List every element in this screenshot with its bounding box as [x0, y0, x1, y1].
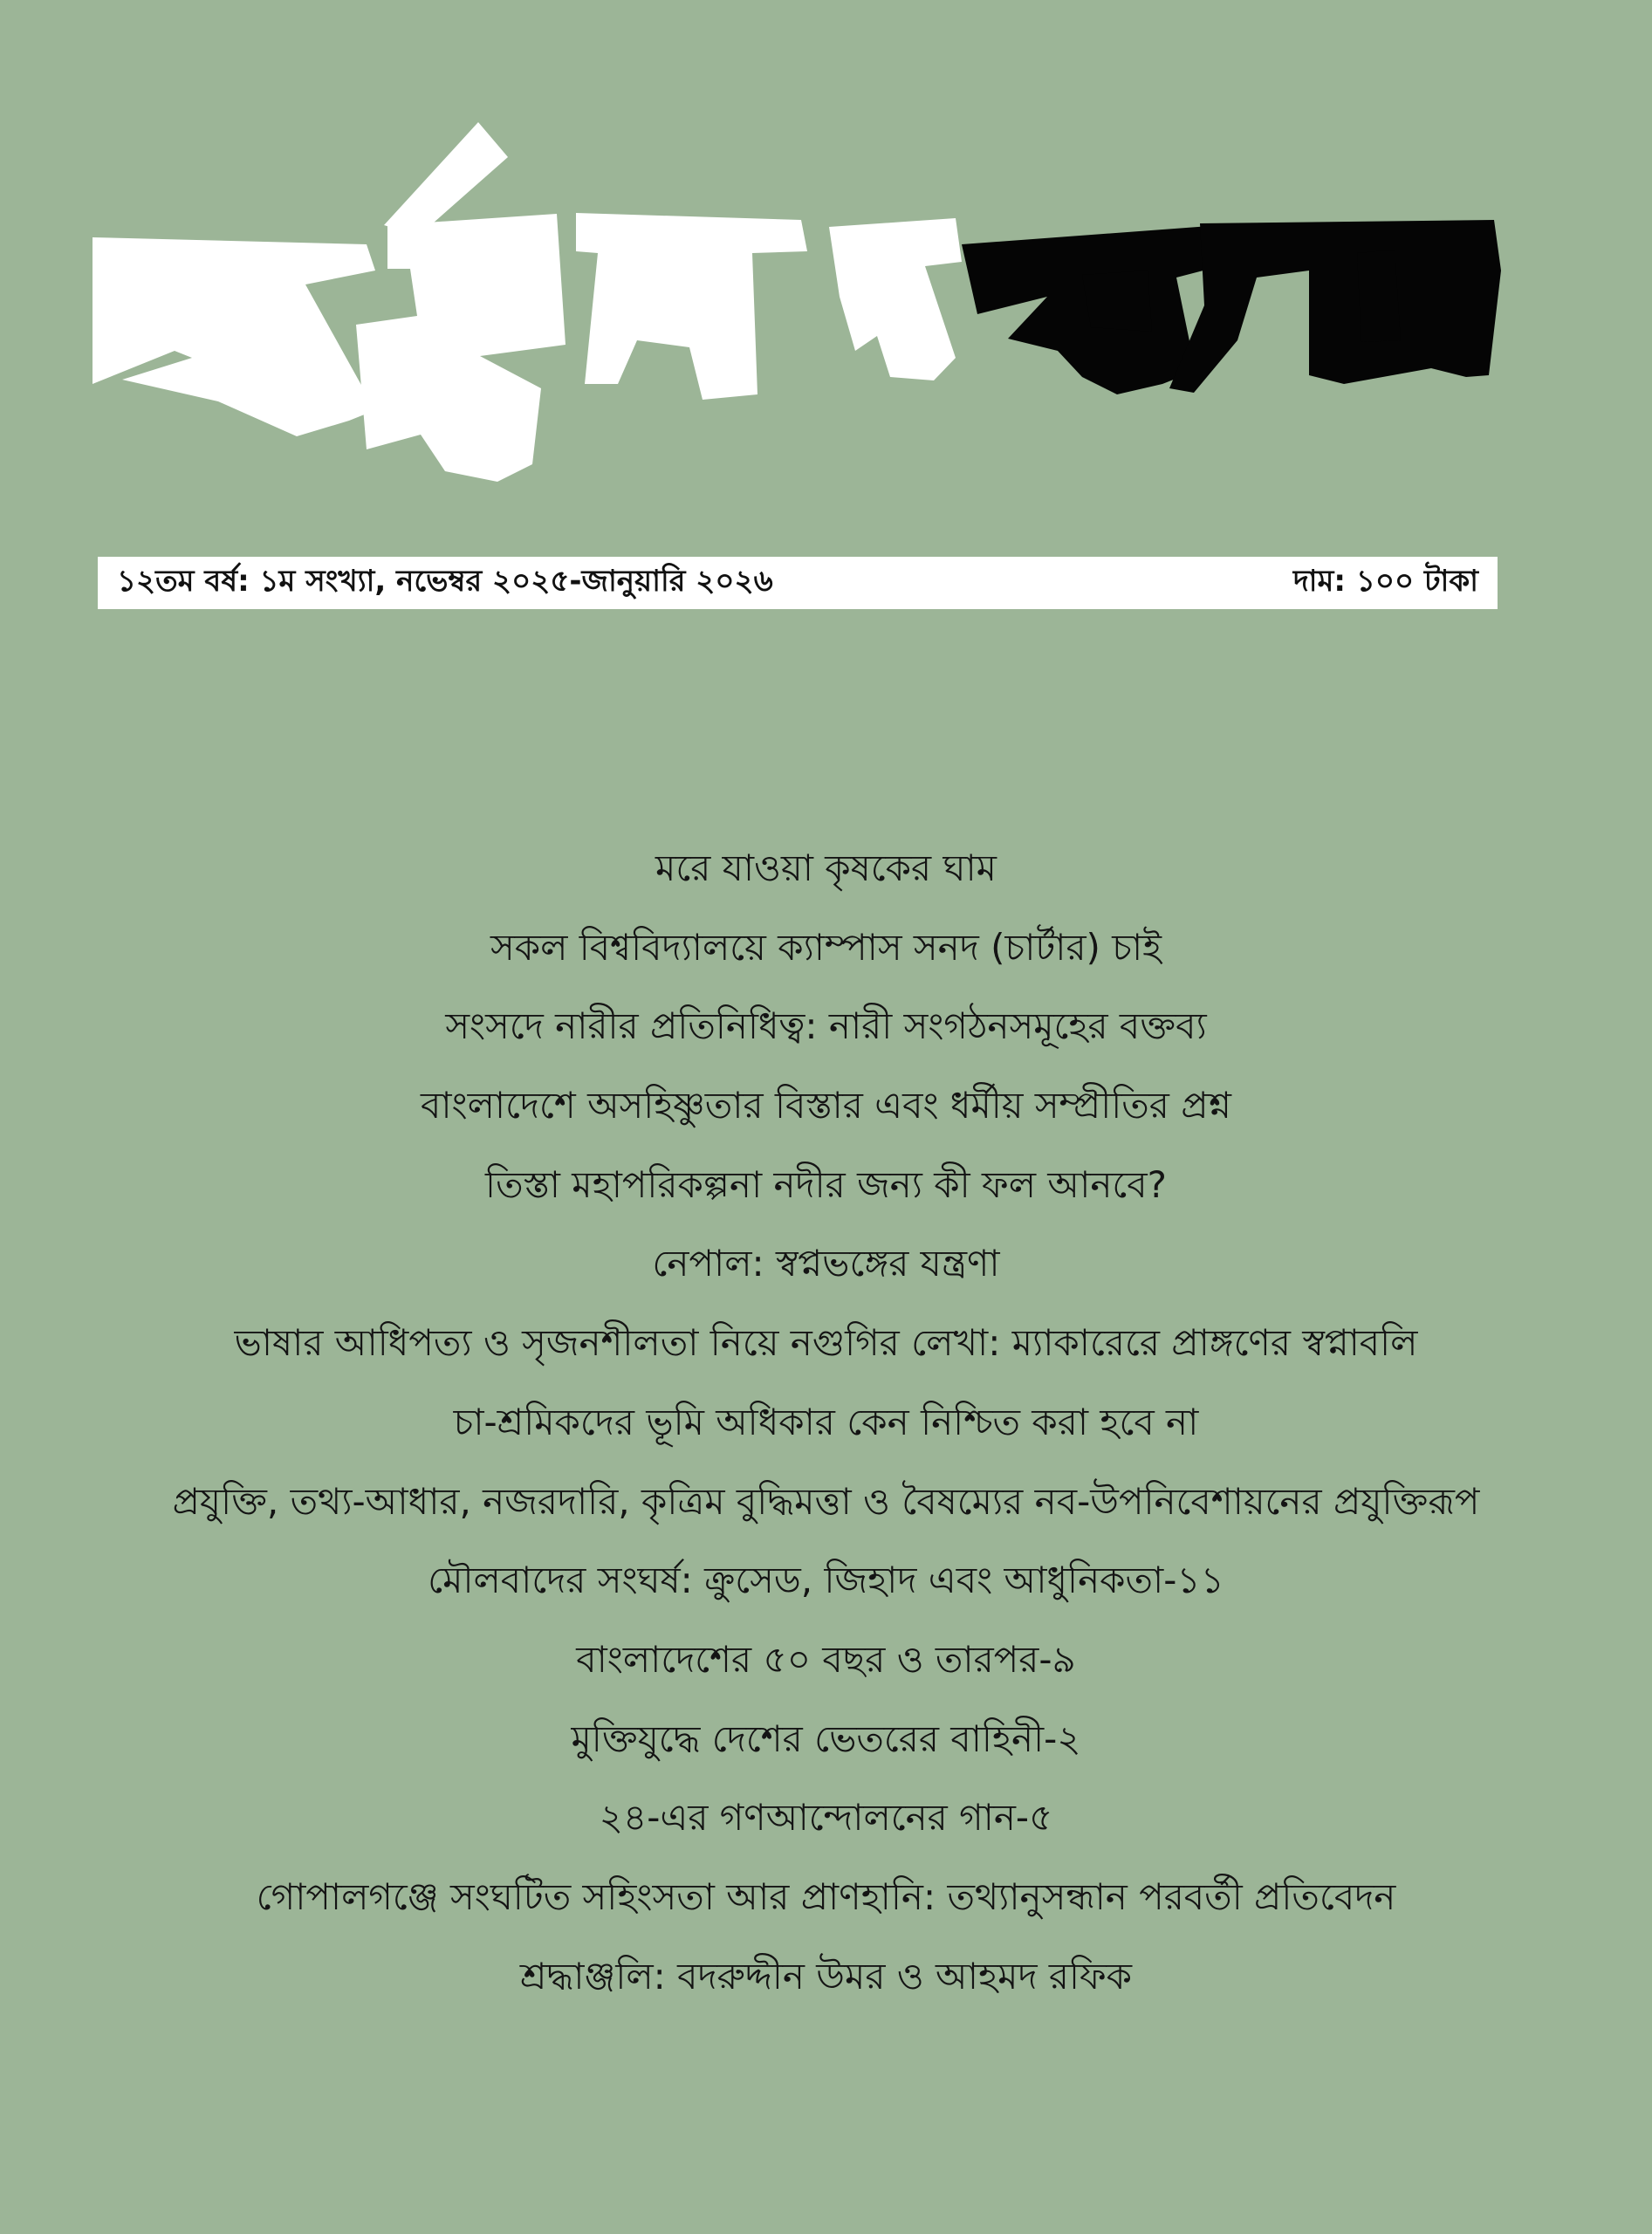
contents-item: বাংলাদেশের ৫০ বছর ও তারপর-৯ [576, 1637, 1076, 1681]
contents-item: গোপালগঞ্জে সংঘটিত সহিংসতা আর প্রাণহানি: তথ্যানুসন্ধান পরবর্তী প্রতিবেদন [256, 1874, 1396, 1918]
contents-item: ভাষার আধিপত্য ও সৃজনশীলতা নিয়ে নগুগির লেখা: ম্যাকারেরে প্রাঙ্গণের স্বপ্নাবলি [234, 1321, 1418, 1365]
issue-info-bar [98, 557, 1498, 609]
contents-item: চা-শ্রমিকদের ভূমি অধিকার কেন নিশ্চিত করা হবে না [453, 1400, 1199, 1443]
masthead-wordmark [87, 122, 1501, 524]
masthead-black-letters [962, 220, 1501, 394]
contents-item: সংসদে নারীর প্রতিনিধিত্ব: নারী সংগঠনসমূহের বক্তব্য [445, 1004, 1207, 1048]
contents-item: প্রযুক্তি, তথ্য-আধার, নজরদারি, কৃত্রিম বুদ্ধিমত্তা ও বৈষম্যের নব-উপনিবেশায়নের প্রযুক্তিরূপ [172, 1479, 1480, 1523]
contents-item: তিস্তা মহাপরিকল্পনা নদীর জন্য কী ফল আনবে? [485, 1162, 1167, 1206]
price: দাম: ১০০ টাকা [1292, 563, 1478, 599]
contents-item: মরে যাওয়া কৃষকের ঘাম [655, 846, 997, 889]
issue-info: ১২তম বর্ষ: ১ম সংখ্যা, নভেম্বর ২০২৫-জানুয়ারি ২০২৬ [117, 563, 773, 599]
contents-item: ২৪-এর গণআন্দোলনের গান-৫ [599, 1796, 1053, 1840]
contents-item: বাংলাদেশে অসহিষ্ণুতার বিস্তার এবং ধর্মীয় সম্প্রীতির প্রশ্ন [420, 1084, 1231, 1127]
contents-item: মৌলবাদের সংঘর্ষ: ক্রুসেড, জিহাদ এবং আধুনিকতা-১১ [428, 1559, 1224, 1602]
contents-item: শ্রদ্ধাঞ্জলি: বদরুদ্দীন উমর ও আহমদ রফিক [519, 1954, 1133, 1998]
contents-item: সকল বিশ্ববিদ্যালয়ে ক্যাম্পাস সনদ (চার্টার) চাই [490, 925, 1162, 969]
contents-item: মুক্তিযুদ্ধে দেশের ভেতরের বাহিনী-২ [571, 1717, 1081, 1760]
contents-item: নেপাল: স্বপ্নভঙ্গের যন্ত্রণা [652, 1242, 1000, 1285]
table-of-contents [0, 829, 1652, 2016]
masthead-logo [87, 122, 1501, 524]
masthead-white-letters [93, 122, 962, 482]
